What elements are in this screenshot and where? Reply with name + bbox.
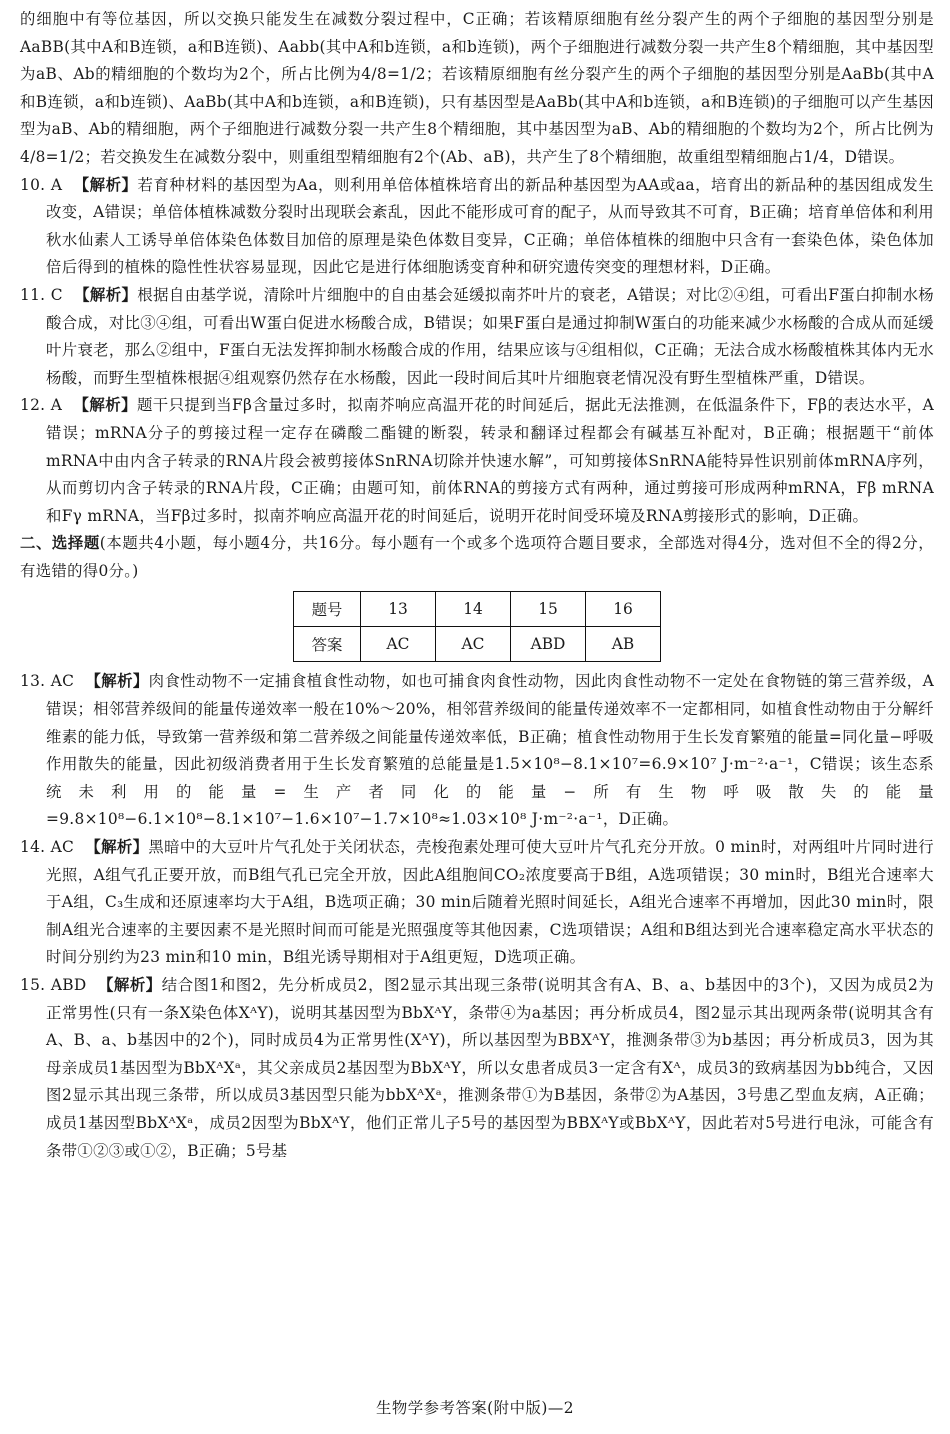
question-item-14 — [20, 834, 934, 972]
table-cell-number: 13 — [361, 592, 436, 627]
analysis-text: 根据自由基学说，清除叶片细胞中的自由基会延缓拟南芥叶片的衰老，A错误；对比②④组，可看出F蛋白抑制水杨酸合成，对比③④组，可看出W蛋白促进水杨酸合成，B错误；如果F蛋白是通过抑制W蛋白的功能来减少水杨酸的合成从而延缓叶片衰老，那么②组中，F蛋白无法发挥抑制水杨酸合成的作用，结果应该与④组相似，C正确；无法合成水杨酸植株其体内无水杨酸，而野生型植株根据④组观察仍然存在水杨酸，因此一段时间后其叶片细胞衰老情况没有野生型植株严重，D错误。 — [46, 285, 934, 387]
question-number: 10. — [20, 175, 46, 194]
analysis-text: 若育种材料的基因型为Aa，则利用单倍体植株培育出的新品种基因型为AA或aa，培育出的新品种的基因组成发生改变，A错误；单倍体植株减数分裂时出现联会紊乱，因此不能形成可育的配子，从而导致其不可育，B正确；培育单倍体和利用秋水仙素人工诱导单倍体染色体数目加倍的原理是染色体数目变异，C正确；单倍体植株的细胞中只含有一套染色体，染色体加倍后得到的植株的隐性性状容易显现，因此它是进行体细胞诱变育种和研究遗传突变的理想材料，D正确。 — [46, 175, 934, 277]
section-description: (本题共4小题，每小题4分，共16分。每小题有一个或多个选项符合题目要求，全部选对得4分，选对但不全的得2分，有选错的得0分。) — [20, 534, 934, 580]
question-number: 13. — [20, 672, 46, 691]
table-header-answer: 答案 — [294, 627, 361, 662]
question-item-12 — [20, 392, 934, 530]
analysis-tag: 【解析】 — [73, 175, 138, 194]
question-item-11 — [20, 282, 934, 392]
question-number: 14. — [20, 838, 46, 857]
analysis-tag: 【解析】 — [73, 396, 137, 415]
table-cell-number: 16 — [586, 592, 661, 627]
question-number: 11. — [20, 285, 46, 304]
question-item-13 — [20, 668, 934, 834]
question-answer: A — [50, 396, 63, 415]
analysis-tag: 【解析】 — [85, 838, 149, 857]
question-item-10 — [20, 172, 934, 282]
table-cell-answer: ABD — [511, 627, 586, 662]
question-answer: C — [50, 285, 63, 304]
analysis-text: 黑暗中的大豆叶片气孔处于关闭状态，壳梭孢素处理可使大豆叶片气孔充分开放。0 min时，对两组叶片同时进行光照，A组气孔正要开放，而B组气孔已完全开放，因此A组胞间CO₂浓度要高于B组，A选项错误；30 min时，B组光合速率大于A组，C₃生成和还原速率均大于A组，B选项正确；30 min后随着光照时间延长，A组光合速率不再增加，因此30 min时，限制A组光合速率的主要因素不是光照时间而可能是光照强度等其他因素，C选项错误；A组和B组达到光合速率稳定高水平状态的时间分别约为23 min和10 min，B组光诱导期相对于A组更短，D选项正确。 — [46, 838, 934, 967]
question-answer: A — [50, 175, 63, 194]
question-number: 12. — [20, 396, 46, 415]
table-cell-number: 15 — [511, 592, 586, 627]
answer-table-row-numbers — [294, 592, 661, 627]
analysis-text: 题干只提到当Fβ含量过多时，拟南芥响应高温开花的时间延后，据此无法推测，在低温条件下，Fβ的表达水平，A错误；mRNA分子的剪接过程一定存在磷酸二酯键的断裂，转录和翻译过程都会有碱基互补配对，B正确；根据题干“前体mRNA中由内含子转录的RNA片段会被剪接体SnRNA切除并快速水解”，可知剪接体SnRNA能特异性识别前体mRNA序列，从而剪切内含子转录的RNA片段，C正确；由题可知，前体RNA的剪接方式有两种，通过剪接可形成两种mRNA，Fβ mRNA和Fγ mRNA，当Fβ过多时，拟南芥响应高温开花的时间延后，说明开花时间受环境及RNA剪接形式的影响，D正确。 — [46, 396, 934, 525]
intro-paragraph: 的细胞中有等位基因，所以交换只能发生在减数分裂过程中，C正确；若该精原细胞有丝分裂产生的两个子细胞的基因型分别是AaBB(其中A和B连锁，a和B连锁)、Aabb(其中A和b连锁，a和b连锁)，两个子细胞进行减数分裂一共产生8个精细胞，其中基因型为aB、Ab的精细胞的个数均为2个，所占比例为4/8=1/2；若该精原细胞有丝分裂产生的两个子细胞的基因型分别是AaBb(其中A和B连锁，a和b连锁)、AaBb(其中A和b连锁，a和B连锁)，只有基因型是AaBb(其中A和b连锁，a和B连锁)的子细胞可以产生基因型为aB、Ab的精细胞，两个子细胞进行减数分裂一共产生8个精细胞，其中基因型为aB、Ab的精细胞的个数均为2个，所占比例为4/8=1/2；若交换发生在减数分裂中，则重组型精细胞有2个(Ab、aB)，共产生了8个精细胞，故重组型精细胞占1/4，D错误。 — [20, 10, 934, 166]
section-heading: 二、选择题 — [20, 534, 100, 553]
answer-table-row-answers — [294, 627, 661, 662]
table-cell-number: 14 — [436, 592, 511, 627]
table-header-number: 题号 — [294, 592, 361, 627]
analysis-text: 结合图1和图2，先分析成员2，图2显示其出现三条带(说明其含有A、B、a、b基因中的3个)，又因为成员2为正常男性(只有一条X染色体XᴬY)，说明其基因型为BbXᴬY，条带④为a基因；再分析成员4，图2显示其出现两条带(说明其含有A、B、a、b基因中的2个)，同时成员4为正常男性(XᴬY)，所以基因型为BBXᴬY，推测条带③为b基因；再分析成员3，因为其母亲成员1基因型为BbXᴬXᵃ，其父亲成员2基因型为BbXᴬY，所以女患者成员3一定含有Xᴬ，成员3的致病基因为bb纯合，又因图2显示其出现三条带，所以成员3基因型只能为bbXᴬXᵃ，推测条带①为B基因，条带②为A基因，3号患乙型血友病，A正确；成员1基因型BbXᴬXᵃ，成员2因型为BbXᴬY，他们正常儿子5号的基因型为BBXᴬY或BbXᴬY，因此若对5号进行电泳，可能含有条带①②③或①②，B正确；5号基 — [46, 976, 934, 1160]
analysis-tag: 【解析】 — [85, 672, 149, 691]
table-cell-answer: AC — [436, 627, 511, 662]
table-cell-answer: AB — [586, 627, 661, 662]
table-cell-answer: AC — [361, 627, 436, 662]
page-footer: 生物学参考答案(附中版)—2 — [375, 1399, 575, 1417]
question-number: 15. — [20, 976, 46, 994]
answer-content — [20, 6, 934, 1165]
analysis-text: 肉食性动物不一定捕食植食性动物，如也可捕食肉食性动物，因此肉食性动物不一定处在食物链的第三营养级，A错误；相邻营养级间的能量传递效率一般在10%～20%，相邻营养级间的能量传递效率不一定都相同，如植食性动物由于分解纤维素的能力低，导致第一营养级和第二营养级之间能量传递效率低，B正确；植食性动物用于生长发育繁殖的能量=同化量−呼吸作用散失的能量，因此初级消费者用于生长发育繁殖的总能量是1.5×10⁸−8.1×10⁷=6.9×10⁷ J·m⁻²·a⁻¹，C错误；该生态系统未利用的能量=生产者同化的能量−所有生物呼吸散失的能量=9.8×10⁸−6.1×10⁸−8.1×10⁷−1.6×10⁷−1.7×10⁸≈1.03×10⁸ J·m⁻²·a⁻¹，D正确。 — [46, 672, 934, 829]
section-2-header — [20, 530, 934, 585]
question-answer: AC — [50, 672, 75, 691]
analysis-tag: 【解析】 — [97, 976, 162, 994]
answer-table — [293, 591, 661, 662]
question-answer: AC — [50, 838, 75, 857]
question-item-15 — [20, 972, 934, 1165]
question-answer: ABD — [50, 976, 87, 994]
analysis-tag: 【解析】 — [74, 285, 138, 304]
